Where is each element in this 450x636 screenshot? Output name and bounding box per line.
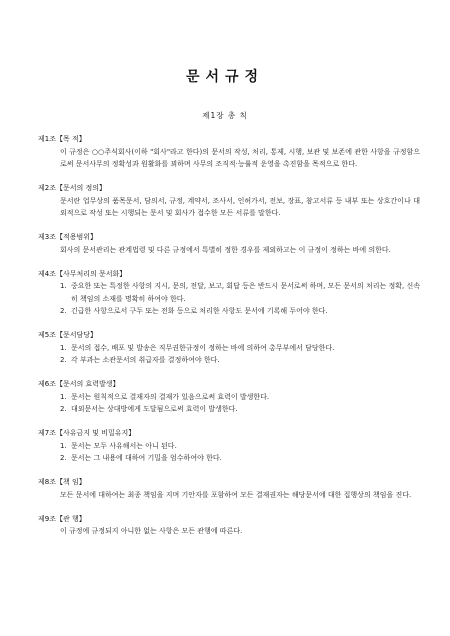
- item-number: 2.: [60, 405, 67, 413]
- article-8: [38, 476, 420, 501]
- item-text: 문서는 그 내용에 대하여 기밀을 엄수하여야 한다.: [71, 454, 222, 462]
- article-6: [38, 378, 420, 416]
- item-text: 문서는 모두 사유해서는 아니 된다.: [71, 441, 177, 450]
- item-number: 2.: [60, 356, 67, 364]
- article-body: 문서란 업무상의 품목문서, 담의서, 규정, 계약서, 조사서, 인허가서, 전보, 장표, 참고서류 등 내부 또는 상호간이나 대외적으로 작성 또는 시행되는 문서 및 회사가 접수한 모든 서류를 말한다.: [60, 196, 420, 217]
- article-body: 이 규정에 규정되지 아니한 없는 사항은 모든 관행에 따른다.: [60, 527, 243, 535]
- article-5: [38, 329, 420, 367]
- article-heading: 제8조【책 임】: [38, 478, 86, 486]
- list-item: [60, 342, 420, 355]
- articles-list: [38, 133, 420, 549]
- article-heading: 제6조【문서의 효력발생】: [38, 380, 120, 388]
- list-item: [60, 403, 420, 416]
- list-item: [60, 280, 420, 305]
- article-heading: 제4조【사무처리의 문서화】: [38, 269, 127, 278]
- item-text: 중요한 또는 특정한 사항의 지시, 문의, 전달, 보고, 회답 등은 반드시 문서로써 하며, 모든 문서의 처리는 정확, 신속히 책임의 소재를 명확히 하여야 한다.: [71, 282, 420, 303]
- article-body: 회사의 문서관리는 관계법령 및 다른 규정에서 특별히 정한 경우를 제외하고는 이 규정이 정하는 바에 의한다.: [60, 245, 391, 254]
- article-2: [38, 182, 420, 220]
- article-heading: 제7조【사유금지 및 비밀유지】: [38, 429, 136, 437]
- list-item: [60, 452, 420, 465]
- article-1: [38, 133, 420, 171]
- item-number: 1.: [60, 343, 67, 352]
- list-item: [60, 305, 420, 318]
- item-number: 2.: [60, 307, 67, 315]
- article-heading: 제5조【문서담당】: [38, 331, 98, 339]
- item-text: 긴급한 사항으로서 구두 또는 전화 등으로 처리한 사항도 문서에 기록해 두어야 한다.: [71, 307, 328, 315]
- chapter-heading: 제1장 총 칙: [202, 111, 248, 120]
- item-number: 1.: [60, 441, 67, 450]
- item-number: 2.: [60, 454, 67, 462]
- item-number: 1.: [60, 392, 67, 401]
- article-body: 모든 문서에 대하여는 최종 책임을 지며 기안자를 포함하여 모든 결재권자는 해당문서에 대한 집행상의 책임을 진다.: [60, 490, 412, 499]
- item-text: 대외문서는 상대방에게 도달됨으로써 효력이 발생한다.: [71, 405, 238, 413]
- list-item: [60, 354, 420, 367]
- item-number: 1.: [60, 282, 67, 290]
- article-heading: 제2조【문서의 정의】: [38, 184, 107, 192]
- article-heading: 제3조【적용범위】: [38, 233, 98, 241]
- article-body: 이 규정은 ○○주식회사(이하 "회사"라고 한다)의 문서의 작성, 처리, 통제, 시행, 보관 및 보존에 관한 사항을 규정함으로써 문서사무의 정확성과 원활화를 꾀하며 사무의 조직적·능률적 운영을 촉진함을 목적으로 한다.: [60, 147, 420, 168]
- article-7: [38, 427, 420, 465]
- item-text: 문서의 접수, 배포 및 발송은 직무권한규정이 정하는 바에 의하여 총무부에서 담당한다.: [71, 343, 335, 352]
- article-4: [38, 268, 420, 318]
- list-item: [60, 391, 420, 404]
- item-text: 문서는 원칙적으로 결재자의 결재가 있음으로써 효력이 발생한다.: [71, 392, 270, 401]
- article-9: [38, 513, 420, 538]
- list-item: [60, 440, 420, 453]
- article-heading: 제1조【목 적】: [38, 135, 86, 143]
- article-heading: 제9조【관 행】: [38, 514, 86, 523]
- article-3: [38, 231, 420, 256]
- document-title: 문서규정: [185, 69, 265, 85]
- item-text: 각 부과는 소관문서의 취급자를 결정하여야 한다.: [71, 356, 220, 364]
